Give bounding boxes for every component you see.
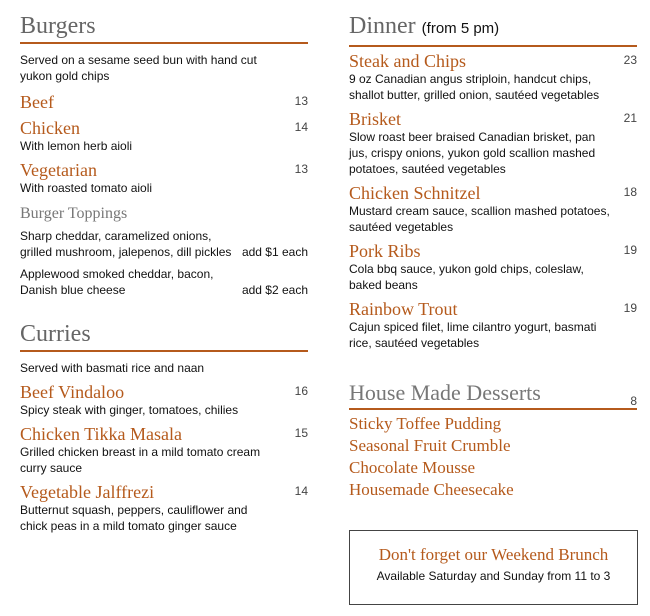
menu-item-brisket bbox=[349, 109, 637, 177]
dinner-time-note: (from 5 pm) bbox=[421, 20, 500, 37]
dinner-title-text: Dinner bbox=[349, 13, 416, 39]
item-desc: 9 oz Canadian angus striploin, handcut chips, shallot butter, grilled onion, sautéed vegetables bbox=[349, 72, 600, 102]
topping-desc: Applewood smoked cheddar, bacon, Danish blue cheese bbox=[20, 267, 214, 297]
toppings-title: Burger Toppings bbox=[20, 205, 128, 222]
burgers-intro: Served on a sesame seed bun with hand cut yukon gold chips bbox=[20, 53, 257, 83]
item-price: 19 bbox=[623, 301, 637, 315]
burgers-section bbox=[20, 12, 308, 298]
item-desc: Mustard cream sauce, scallion mashed potatoes, sautéed vegetables bbox=[349, 204, 610, 234]
menu-item-chicken-tikka-masala bbox=[20, 424, 308, 476]
desserts-title-text: House Made Desserts bbox=[349, 380, 541, 405]
item-price: 13 bbox=[294, 94, 308, 108]
item-name: Chicken Schnitzel bbox=[349, 183, 481, 203]
item-name: Brisket bbox=[349, 109, 401, 129]
dinner-section bbox=[349, 12, 637, 351]
item-name: Chicken bbox=[20, 118, 80, 138]
item-desc: Slow roast beer braised Canadian brisket, pan jus, crispy onions, yukon gold scallion mashed potatoes, sautéed vegetables bbox=[349, 130, 596, 176]
item-desc: Butternut squash, peppers, cauliflower and chick peas in a mild tomato ginger sauce bbox=[20, 503, 248, 533]
item-price: 21 bbox=[623, 111, 637, 125]
burgers-title: Burgers bbox=[20, 12, 308, 44]
topping-price: add $2 each bbox=[241, 283, 308, 297]
desserts-section bbox=[349, 380, 637, 501]
item-desc: Cola bbq sauce, yukon gold chips, coleslaw, baked beans bbox=[349, 262, 584, 292]
dessert-item: Sticky Toffee Pudding bbox=[349, 414, 502, 433]
item-name: Steak and Chips bbox=[349, 51, 466, 71]
curries-title: Curries bbox=[20, 320, 308, 352]
curries-intro: Served with basmati rice and naan bbox=[20, 361, 205, 375]
item-name: Beef bbox=[20, 92, 54, 112]
item-name: Rainbow Trout bbox=[349, 299, 458, 319]
item-name: Pork Ribs bbox=[349, 241, 421, 261]
item-desc: Cajun spiced filet, lime cilantro yogurt, basmati rice, sautéed vegetables bbox=[349, 320, 597, 350]
item-price: 14 bbox=[294, 120, 308, 134]
dinner-title bbox=[349, 12, 637, 47]
menu-item-vegetarian bbox=[20, 160, 308, 196]
menu-item-beef-vindaloo bbox=[20, 382, 308, 418]
brunch-notice bbox=[349, 530, 638, 605]
menu-item-rainbow-trout bbox=[349, 299, 637, 351]
item-desc: With lemon herb aioli bbox=[20, 139, 133, 153]
menu-item-pork-ribs bbox=[349, 241, 637, 293]
brunch-headline: Don't forget our Weekend Brunch bbox=[378, 545, 609, 564]
dessert-item: Housemade Cheesecake bbox=[349, 480, 514, 499]
item-name: Vegetable Jalffrezi bbox=[20, 482, 155, 502]
item-desc: With roasted tomato aioli bbox=[20, 181, 153, 195]
item-price: 14 bbox=[294, 484, 308, 498]
item-price: 23 bbox=[623, 53, 637, 67]
item-name: Vegetarian bbox=[20, 160, 97, 180]
item-price: 18 bbox=[623, 185, 637, 199]
item-desc: Grilled chicken breast in a mild tomato cream curry sauce bbox=[20, 445, 261, 475]
topping-row bbox=[20, 266, 308, 298]
item-price: 13 bbox=[294, 162, 308, 176]
desserts-title bbox=[349, 380, 637, 410]
menu-item-steak-and-chips bbox=[349, 51, 637, 103]
dessert-list bbox=[349, 413, 637, 501]
menu-item-chicken-schnitzel bbox=[349, 183, 637, 235]
dessert-item: Chocolate Mousse bbox=[349, 458, 476, 477]
item-price: 19 bbox=[623, 243, 637, 257]
menu-item-chicken bbox=[20, 118, 308, 154]
item-desc: Spicy steak with ginger, tomatoes, chilies bbox=[20, 403, 239, 417]
item-price: 16 bbox=[294, 384, 308, 398]
dessert-item: Seasonal Fruit Crumble bbox=[349, 436, 511, 455]
item-price: 15 bbox=[294, 426, 308, 440]
topping-desc: Sharp cheddar, caramelized onions, grilled mushroom, jalepenos, dill pickles bbox=[20, 229, 232, 259]
topping-price: add $1 each bbox=[241, 245, 308, 259]
curries-section bbox=[20, 320, 308, 534]
brunch-hours: Available Saturday and Sunday from 11 to 3 bbox=[376, 569, 611, 583]
desserts-price: 8 bbox=[630, 394, 637, 408]
menu-item-vegetable-jalffrezi bbox=[20, 482, 308, 534]
item-name: Chicken Tikka Masala bbox=[20, 424, 182, 444]
topping-row bbox=[20, 228, 308, 260]
item-name: Beef Vindaloo bbox=[20, 382, 125, 402]
menu-item-beef bbox=[20, 92, 308, 112]
